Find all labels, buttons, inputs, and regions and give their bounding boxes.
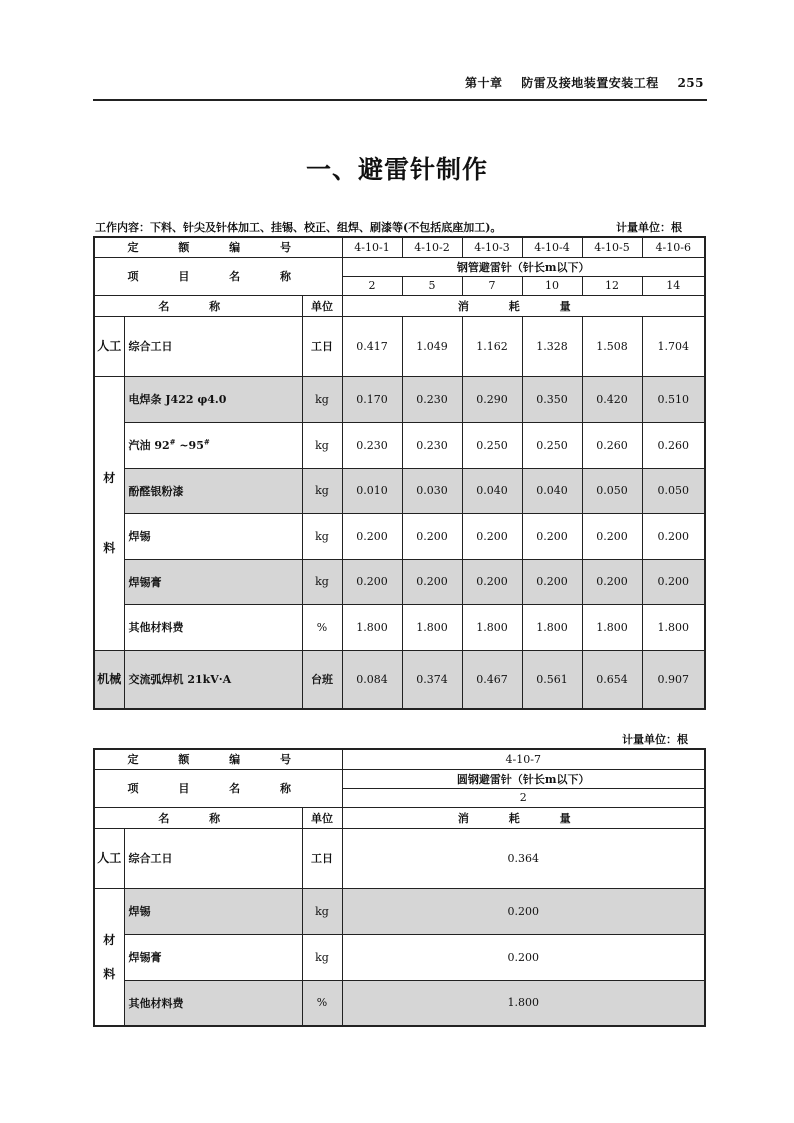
resource-unit: kg xyxy=(302,422,342,468)
table-row xyxy=(94,376,705,422)
consumption-value: 0.230 xyxy=(402,376,462,422)
resource-name: 其他材料费 xyxy=(124,604,302,650)
consumption-value: 0.200 xyxy=(342,513,402,559)
consumption-value: 0.200 xyxy=(342,934,705,980)
length-value: 5 xyxy=(402,276,462,295)
category-material-char-2: 料 xyxy=(103,541,116,555)
consumption-value: 0.200 xyxy=(522,559,582,604)
consumption-value: 0.200 xyxy=(582,513,642,559)
consumption-value: 1.800 xyxy=(582,604,642,650)
category-material-char-2: 料 xyxy=(103,966,116,981)
page-number: 255 xyxy=(677,76,704,90)
quota-code-label: 定 额 编 号 xyxy=(94,749,342,769)
quota-code: 4-10-2 xyxy=(402,237,462,257)
resource-unit: kg xyxy=(302,888,342,934)
resource-name xyxy=(124,422,302,468)
table-row xyxy=(94,934,705,980)
resource-name-text: ~95 xyxy=(175,439,204,452)
quota-code: 4-10-6 xyxy=(642,237,705,257)
consumption-value: 0.170 xyxy=(342,376,402,422)
resource-name-text: 汽油 92 xyxy=(128,439,170,452)
consumption-value: 0.467 xyxy=(462,650,522,709)
consumption-value: 0.907 xyxy=(642,650,705,709)
consumption-value: 0.417 xyxy=(342,316,402,376)
category-material xyxy=(94,888,124,1026)
consumption-value: 0.010 xyxy=(342,468,402,513)
quota-code: 4-10-5 xyxy=(582,237,642,257)
resource-unit: kg xyxy=(302,468,342,513)
consumption-value: 0.230 xyxy=(402,422,462,468)
column-consume-header: 消 耗 量 xyxy=(342,807,705,828)
resource-name: 其他材料费 xyxy=(124,980,302,1026)
consumption-value: 0.420 xyxy=(582,376,642,422)
quota-code: 4-10-7 xyxy=(342,749,705,769)
consumption-value: 0.200 xyxy=(522,513,582,559)
quota-code: 4-10-1 xyxy=(342,237,402,257)
consumption-value: 0.050 xyxy=(582,468,642,513)
resource-name: 综合工日 xyxy=(124,828,302,888)
length-value: 7 xyxy=(462,276,522,295)
consumption-value: 0.510 xyxy=(642,376,705,422)
work-content: 工作内容：下料、针尖及针体加工、挂锡、校正、组焊、刷漆等(不包括底座加工)。 xyxy=(95,221,502,234)
consumption-value: 0.200 xyxy=(402,559,462,604)
consumption-value: 1.508 xyxy=(582,316,642,376)
table-row xyxy=(94,316,705,376)
superscript: # xyxy=(203,437,210,447)
column-name-header: 名 称 xyxy=(94,295,302,316)
resource-unit: 工日 xyxy=(302,316,342,376)
quota-code: 4-10-4 xyxy=(522,237,582,257)
quota-table-round-steel xyxy=(93,748,706,1027)
quota-code-label: 定 额 编 号 xyxy=(94,237,342,257)
consumption-value: 1.800 xyxy=(342,980,705,1026)
length-value: 14 xyxy=(642,276,705,295)
consumption-value: 0.040 xyxy=(522,468,582,513)
section-title: 一、避雷针制作 xyxy=(305,155,488,184)
category-material-char-1: 材 xyxy=(103,932,116,947)
consumption-value: 0.250 xyxy=(522,422,582,468)
length-value: 2 xyxy=(342,276,402,295)
column-unit-header: 单位 xyxy=(302,807,342,828)
resource-unit: kg xyxy=(302,559,342,604)
column-name-header: 名 称 xyxy=(94,807,302,828)
resource-name: 焊锡 xyxy=(124,513,302,559)
category-machinery: 机械 xyxy=(94,650,124,709)
consumption-value: 0.260 xyxy=(582,422,642,468)
length-value: 12 xyxy=(582,276,642,295)
category-labor: 人工 xyxy=(94,316,124,376)
consumption-value: 0.200 xyxy=(402,513,462,559)
item-name-label: 项 目 名 称 xyxy=(94,257,342,295)
consumption-value: 0.050 xyxy=(642,468,705,513)
table-row xyxy=(94,888,705,934)
table-row xyxy=(94,828,705,888)
table-row xyxy=(94,980,705,1026)
header-rule xyxy=(93,99,707,101)
consumption-value: 1.800 xyxy=(462,604,522,650)
table-row xyxy=(94,559,705,604)
quota-table-steel-pipe xyxy=(93,236,706,710)
column-consume-header: 消 耗 量 xyxy=(342,295,705,316)
measure-unit-1: 计量单位：根 xyxy=(616,221,682,234)
resource-unit: kg xyxy=(302,934,342,980)
consumption-value: 1.800 xyxy=(342,604,402,650)
item-name-label: 项 目 名 称 xyxy=(94,769,342,807)
consumption-value: 0.654 xyxy=(582,650,642,709)
consumption-value: 1.800 xyxy=(522,604,582,650)
category-labor: 人工 xyxy=(94,828,124,888)
consumption-value: 1.049 xyxy=(402,316,462,376)
superscript: # xyxy=(169,437,176,447)
resource-unit: % xyxy=(302,980,342,1026)
running-header xyxy=(93,74,704,91)
consumption-value: 1.800 xyxy=(642,604,705,650)
consumption-value: 0.200 xyxy=(462,513,522,559)
table-row xyxy=(94,468,705,513)
length-value: 10 xyxy=(522,276,582,295)
column-unit-header: 单位 xyxy=(302,295,342,316)
resource-unit: % xyxy=(302,604,342,650)
consumption-value: 0.250 xyxy=(462,422,522,468)
resource-unit: 工日 xyxy=(302,828,342,888)
table-row xyxy=(94,650,705,709)
category-material xyxy=(94,376,124,650)
consumption-value: 0.374 xyxy=(402,650,462,709)
resource-name: 电焊条 J422 φ4.0 xyxy=(124,376,302,422)
consumption-value: 0.200 xyxy=(582,559,642,604)
length-value: 2 xyxy=(342,788,705,807)
consumption-value: 0.364 xyxy=(342,828,705,888)
category-material-char-1: 材 xyxy=(103,471,116,485)
consumption-value: 0.084 xyxy=(342,650,402,709)
group-label: 圆钢避雷针（针长m以下） xyxy=(342,769,705,788)
consumption-value: 0.260 xyxy=(642,422,705,468)
consumption-value: 0.200 xyxy=(462,559,522,604)
chapter-number: 第十章 xyxy=(465,76,503,90)
consumption-value: 0.200 xyxy=(642,513,705,559)
consumption-value: 0.561 xyxy=(522,650,582,709)
consumption-value: 0.040 xyxy=(462,468,522,513)
resource-name: 综合工日 xyxy=(124,316,302,376)
quota-code: 4-10-3 xyxy=(462,237,522,257)
consumption-value: 1.704 xyxy=(642,316,705,376)
group-label: 钢管避雷针（针长m以下） xyxy=(342,257,705,276)
resource-name: 焊锡 xyxy=(124,888,302,934)
resource-unit: 台班 xyxy=(302,650,342,709)
table-row xyxy=(94,513,705,559)
consumption-value: 0.030 xyxy=(402,468,462,513)
consumption-value: 0.200 xyxy=(642,559,705,604)
resource-unit: kg xyxy=(302,513,342,559)
consumption-value: 0.230 xyxy=(342,422,402,468)
resource-name: 焊锡膏 xyxy=(124,934,302,980)
consumption-value: 1.328 xyxy=(522,316,582,376)
resource-name: 酚醛银粉漆 xyxy=(124,468,302,513)
consumption-value: 0.200 xyxy=(342,559,402,604)
resource-unit: kg xyxy=(302,376,342,422)
table-row xyxy=(94,604,705,650)
consumption-value: 1.800 xyxy=(402,604,462,650)
table-row xyxy=(94,422,705,468)
chapter-title: 防雷及接地装置安装工程 xyxy=(521,76,659,90)
consumption-value: 0.200 xyxy=(342,888,705,934)
resource-name: 交流弧焊机 21kV·A xyxy=(124,650,302,709)
measure-unit-2: 计量单位：根 xyxy=(622,733,688,746)
resource-name: 焊锡膏 xyxy=(124,559,302,604)
consumption-value: 0.350 xyxy=(522,376,582,422)
consumption-value: 0.290 xyxy=(462,376,522,422)
consumption-value: 1.162 xyxy=(462,316,522,376)
